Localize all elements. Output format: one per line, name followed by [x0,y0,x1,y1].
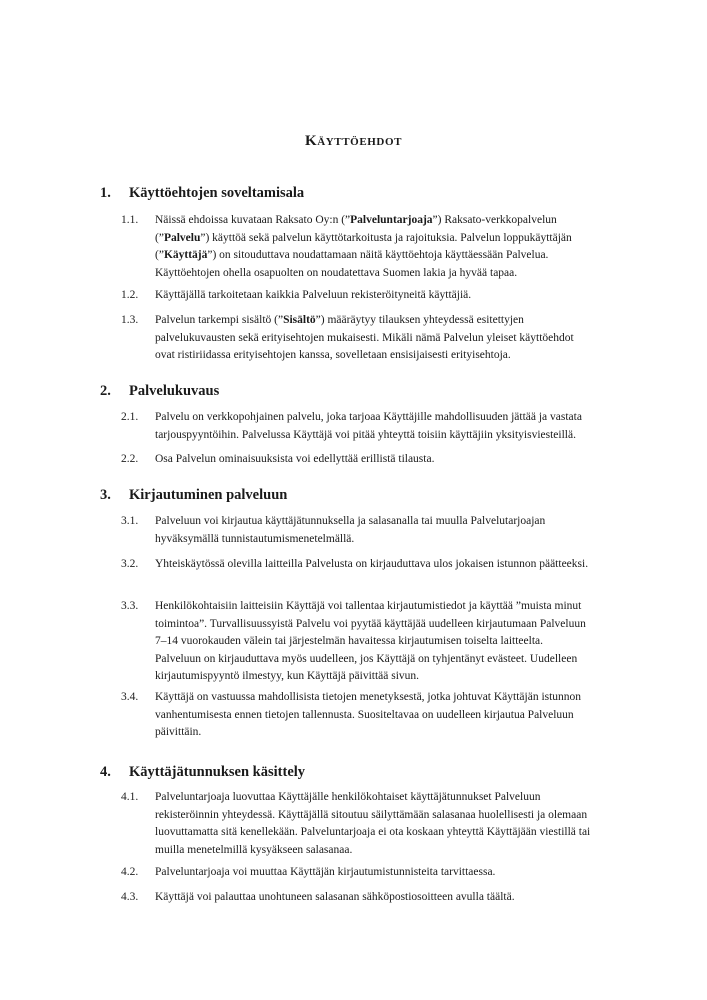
clause-number: 3.2. [121,558,139,570]
section-title: Käyttöehtojen soveltamisala [129,185,305,201]
clause-text: Osa Palvelun ominaisuuksista voi edellyttää erillistä tilausta. [155,453,435,465]
section-number: 2. [100,383,111,399]
section-number: 3. [100,487,111,503]
clause-number: 4.1. [121,791,139,803]
clause-text: Palveluun voi kirjautua käyttäjätunnuksella ja salasanalla tai muulla Palvelutarjoajan hyväksymällä tunnistautumismenetelmällä. [155,515,546,545]
clause-number: 3.4. [121,691,139,703]
clause-text: Palveluntarjoaja voi muuttaa Käyttäjän kirjautumistunnisteita tarvittaessa. [155,866,496,878]
page-title-text: Käyttöehdot [304,133,403,149]
clause-text: Yhteiskäytössä olevilla laitteilla Palvelusta on kirjauduttava ulos jokaisen istunnon päätteeksi. [155,558,589,570]
clause-text: Käyttäjällä tarkoitetaan kaikkia Palveluun rekisteröityneitä käyttäjiä. [155,289,472,301]
section-heading [100,185,304,202]
section-title: Kirjautuminen palveluun [129,487,288,503]
clause-number: 2.2. [121,453,139,465]
clause-number: 4.3. [121,891,139,903]
section-title: Palvelukuvaus [129,383,220,399]
clause-number: 1.1. [121,214,139,226]
clause-number: 3.3. [121,600,139,612]
page-title [0,133,707,150]
clause-text: Käyttäjä on vastuussa mahdollisista tietojen menetyksestä, jotka johtuvat Käyttäjän istunnon vanhentumisesta ennen tietojen tallennusta. Suositeltavaa on uudelleen kirjautua Palveluun päivittäin. [155,691,582,739]
section-title: Käyttäjätunnuksen käsittely [129,764,306,780]
clause-text: Henkilökohtaisiin laitteisiin Käyttäjä voi tallentaa kirjautumistiedot ja käyttää ”muista minut toimintoa”. Turvallisuussyistä Palvelu voi pyytää käyttäjää uudelleen kirjautumaan Palveluun 7–14 vuorokauden välein tai järjestelmän havaitessa kirjautumisen toiselta laitteelta. Palveluun on kirjauduttava myös uudelleen, jos Käyttäjä on tyhjentänyt evästeet. Uudelleen kirjautumispyyntö ilmestyy, kun Käyttäjä päivittää sivun. [155,600,586,683]
clause-text: Palvelun tarkempi sisältö (”Sisältö”) määräytyy tilauksen yhteydessä esitettyjen palvelukuvausten sekä erityisehtojen mukaisesti. Mikäli nämä Palvelun yleiset käyttöehdot ovat ristiriidassa erityisehtojen kanssa, sovelletaan ensisijaisesti erityisehtoja. [155,314,574,362]
clause-text: Käyttäjä voi palauttaa unohtuneen salasanan sähköpostiosoitteen avulla täältä. [155,891,515,903]
clause-number: 1.3. [121,314,139,326]
clause-number: 3.1. [121,515,139,527]
clause-text: Palvelu on verkkopohjainen palvelu, joka tarjoaa Käyttäjille mahdollisuuden jättää ja vastata tarjouspyyntöihin. Palvelussa Käyttäjä voi pitää yhteyttä toisiin käyttäjiin yksityisviesteillä. [155,411,582,441]
clause-number: 1.2. [121,289,139,301]
section-heading [100,383,219,400]
clause-text: Näissä ehdoissa kuvataan Raksato Oy:n (”Palveluntarjoaja”) Raksato-verkkopalvelun (”Palvelu”) käyttöä sekä palvelun käyttötarkoitusta ja rajoituksia. Palvelun loppukäyttäjän (”Käyttäjä”) on sitouduttava noudattamaan näitä käyttöehtoja käyttäessään Palvelua. Käyttöehtojen ohella osapuolten on noudatettava Suomen lakia ja hyvää tapaa. [155,214,572,279]
section-heading [100,764,305,781]
clause-number: 2.1. [121,411,139,423]
clause-number: 4.2. [121,866,139,878]
section-heading [100,487,287,504]
section-number: 4. [100,764,111,780]
clause-text: Palveluntarjoaja luovuttaa Käyttäjälle henkilökohtaiset käyttäjätunnukset Palveluun rekisteröinnin yhteydessä. Käyttäjällä sitoutuu säilyttämään salasanaa huolellisesti ja olemaan luovuttamatta sitä kenellekään. Palveluntarjoaja ei ota koskaan yhteyttä Käyttäjään viestillä tai muilla menetelmillä kysyäkseen salasanaa. [155,791,591,856]
section-number: 1. [100,185,111,201]
